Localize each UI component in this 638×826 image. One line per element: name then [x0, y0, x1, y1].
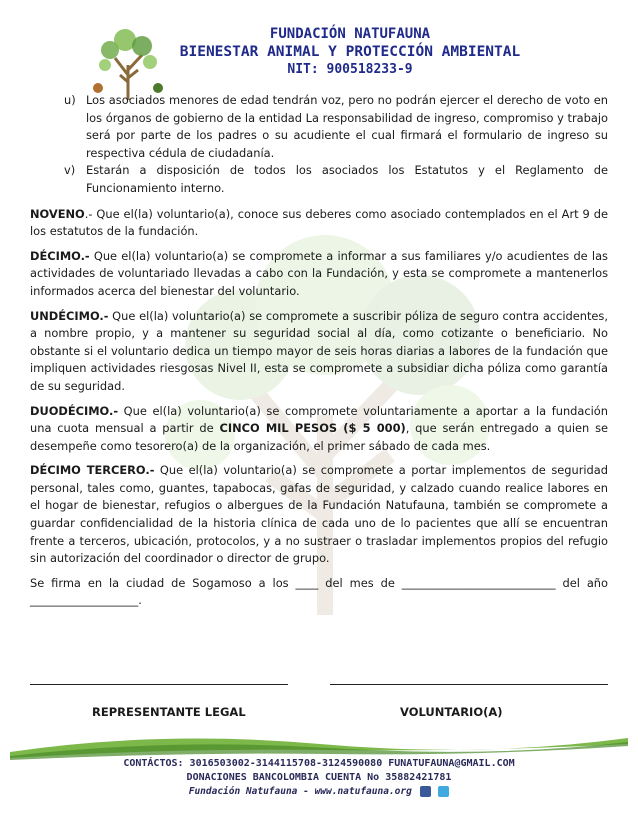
list-item-text: Los asociados menores de edad tendrán voz, pero no podrán ejercer el derecho de voto en los órganos de gobierno de la entidad La responsabilidad de ingreso, compromiso y trabajo será por parte de los padres o su acudiente el cual firmará el formulario de ingreso su respectiva cédula de ciudadanía.	[86, 93, 608, 160]
clause-body: Que el(la) voluntario(a) se compromete a informar a sus familiares y/o acudientes de las actividades de voluntariado llevadas a cabo con la Fundación, y esta se compromete a mantenerlos informados acerca del bienestar del voluntario.	[30, 248, 608, 298]
signing-statement: Se firma en la ciudad de Sogamoso a los ____ del mes de ___________________________ del año ___________________.	[30, 575, 608, 608]
list-item	[64, 162, 608, 197]
clause-heading: UNDÉCIMO.-	[30, 308, 109, 323]
footer-donations: DONACIONES BANCOLOMBIA CUENTA No 35882421781	[186, 772, 452, 783]
facebook-icon[interactable]	[420, 786, 431, 797]
clause-heading: DÉCIMO TERCERO.-	[30, 463, 155, 478]
representative-label: REPRESENTANTE LEGAL	[92, 705, 246, 719]
signature-line-representative	[30, 684, 288, 685]
clause-undecimo	[30, 308, 608, 396]
contribution-amount: CINCO MIL PESOS ($ 5 000)	[219, 421, 406, 436]
clause-heading: NOVENO	[30, 206, 85, 221]
footer-website-line	[0, 785, 638, 799]
clause-body: Que el(la) voluntario(a) se compromete a portar implementos de seguridad personal, tales como, guantes, tapabocas, gafas de seguridad, y calzado cuando realice labores en el hogar de bienestar, refugios o albergues de la Fundación Natufauna, también se compromete a guardar confidencialidad de la historia clínica de cada uno de lo pacientes que allí se encuentran frente a terceros, ubicación, protocolos, y a no sustraer o trasladar implementos propios del refugio sin autorización del coordinador o director de grupo.	[30, 463, 608, 566]
clause-decimo-tercero	[30, 462, 608, 568]
signature-line-volunteer	[330, 684, 608, 685]
volunteer-label: VOLUNTARIO(A)	[400, 705, 503, 719]
clause-duodecimo	[30, 403, 608, 456]
list-item	[64, 92, 608, 162]
clause-body: Que el(la) voluntario(a) se compromete a suscribir póliza de seguro contra accidentes, a nombre propio, y a mantener su seguridad social al día, como cotizante o beneficiario. No obstante si el voluntario dedica un tiempo mayor de seis horas diarias a labores de la fundación que impliquen actividades riesgosas Nivel II, esta se compromete a subsidiar dicha póliza como garantía de su seguridad.	[30, 308, 608, 393]
foundation-name: FUNDACIÓN NATUFAUNA	[269, 26, 431, 42]
clause-heading: DÉCIMO.-	[30, 248, 90, 263]
clause-heading: DUODÉCIMO.-	[30, 403, 119, 418]
clause-body: Que el(la) voluntario(a) se compromete voluntariamente a aportar a la fundación una cuota mensual a partir de	[30, 403, 608, 436]
list-item-text: Estarán a disposición de todos los asociados los Estatutos y el Reglamento de Funcionamiento interno.	[86, 163, 608, 195]
footer	[0, 732, 638, 826]
list-marker: u)	[64, 93, 76, 107]
twitter-icon[interactable]	[438, 786, 449, 797]
article-list	[30, 92, 608, 198]
footer-website: Fundación Natufauna - www.natufauna.org	[188, 786, 412, 797]
clause-body: .- Que el(la) voluntario(a), conoce sus deberes como asociado contemplados en el Art 9 de los estatutos de la fundación.	[30, 206, 608, 239]
letterhead	[150, 26, 550, 78]
clause-body-continued: , que serán entregado a quien se desempeñe como tesorero(a) de la organización, el primer sábado de cada mes.	[30, 421, 609, 453]
signature-block	[30, 674, 608, 724]
document-body	[30, 92, 608, 610]
foundation-nit: NIT: 900518233-9	[287, 62, 413, 77]
clause-decimo	[30, 248, 608, 301]
footer-contact	[0, 757, 638, 799]
green-wave-icon	[10, 732, 628, 760]
clause-noveno	[30, 206, 608, 241]
list-marker: v)	[64, 163, 76, 178]
footer-contacts: CONTÁCTOS: 3016503002-3144115708-3124590080 FUNATUFAUNA@GMAIL.COM	[123, 758, 515, 769]
foundation-tagline: BIENESTAR ANIMAL Y PROTECCIÓN AMBIENTAL	[179, 44, 521, 60]
